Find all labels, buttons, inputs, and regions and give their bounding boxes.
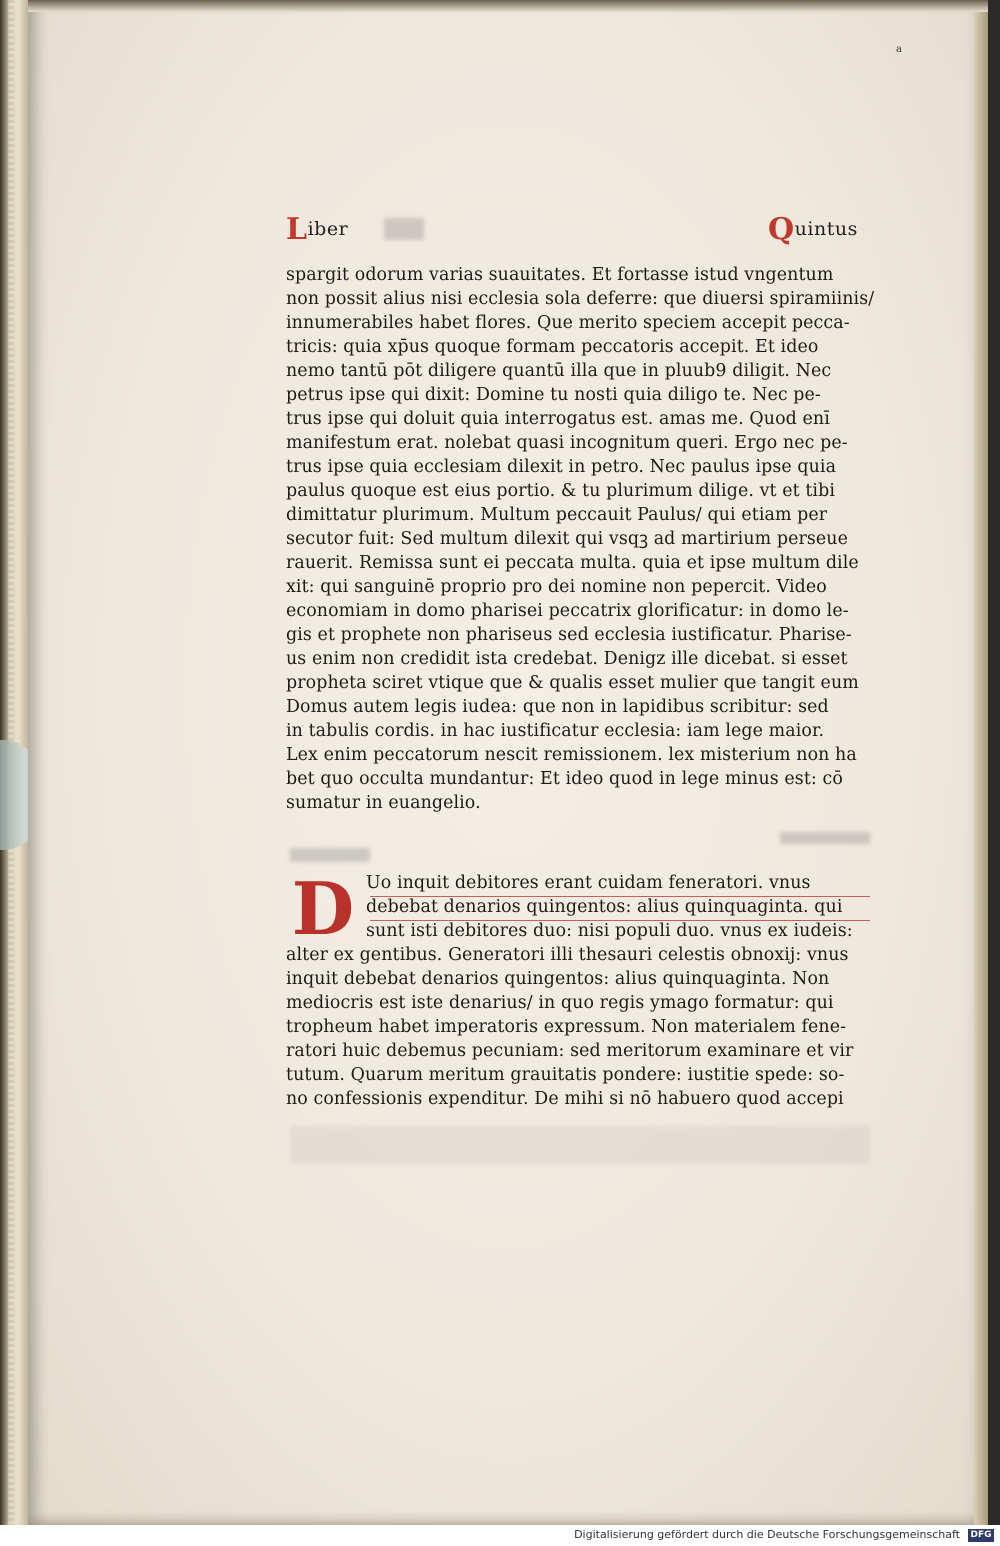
folio-mark: a — [896, 44, 902, 55]
text-line: paulus quoque est eius portio. & tu plurimum dilige. vt et tibi — [286, 481, 835, 501]
text-line: trus ipse qui doluit quia interrogatus est. amas me. Quod enī — [286, 409, 830, 429]
text-line: rauerit. Remissa sunt ei peccata multa. quia et ipse multum dile — [286, 553, 859, 573]
text-line: debebat denarios quingentos: alius quinquaginta. qui — [366, 897, 843, 917]
text-line: petrus ipse qui dixit: Domine tu nosti quia diligo te. Nec pe- — [286, 385, 821, 405]
rubricated-letter: Q — [768, 212, 795, 247]
text-line: Lex enim peccatorum nescit remissionem. lex misterium non ha — [286, 745, 857, 765]
dfg-logo: DFG — [968, 1529, 994, 1542]
show-through — [290, 1126, 870, 1164]
text-line: dimittatur plurimum. Multum peccauit Paulus/ qui etiam per — [286, 505, 828, 525]
page-top-edge — [28, 0, 988, 12]
footer-bar — [0, 1525, 1000, 1546]
text-line: sumatur in euangelio. — [286, 793, 481, 813]
text-line: bet quo occulta mundantur: Et ideo quod in lege minus est: cō — [286, 769, 843, 789]
rubricated-letter: L — [286, 212, 308, 247]
text-line: ratori huic debemus pecuniam: sed meritorum examinare et vir — [286, 1041, 854, 1061]
ink-smudge — [290, 848, 370, 862]
text-line: non possit alius nisi ecclesia sola deferre: que diuersi spiramiinis/ — [286, 289, 875, 309]
text-paragraph-1 — [286, 263, 876, 815]
page-right-edge — [974, 0, 988, 1525]
text-line: us enim non credidit ista credebat. Denigz ille dicebat. si esset — [286, 649, 848, 669]
text-line: alter ex gentibus. Generatori illi thesauri celestis obnoxij: vnus — [286, 945, 849, 965]
running-head-left-text: Liber — [286, 212, 349, 247]
text-line: innumerabiles habet flores. Que merito speciem accepit pecca- — [286, 313, 850, 333]
text-line: Uo inquit debitores erant cuidam feneratori. vnus — [366, 873, 811, 893]
text-line: propheta sciret vtique que & qualis esset mulier que tangit eum — [286, 673, 859, 693]
text-line: inquit debebat denarios quingentos: alius quinquaginta. Non — [286, 969, 830, 989]
text-line: sunt isti debitores duo: nisi populi duo. vnus ex iudeis: — [366, 921, 853, 941]
text-paragraph-2 — [286, 866, 876, 1111]
text-line: tutum. Quarum meritum grauitatis pondere: iustitie spede: so- — [286, 1065, 845, 1085]
running-head-right-text: Quintus — [768, 212, 858, 247]
text-line: mediocris est iste denarius/ in quo regis ymago formatur: qui — [286, 993, 834, 1013]
ink-smudge — [780, 832, 870, 844]
text-line: Domus autem legis iudea: que non in lapidibus scribitur: sed — [286, 697, 829, 717]
running-head-right — [768, 212, 858, 247]
text-line: gis et prophete non phariseus sed ecclesia iustificatur. Pharise- — [286, 625, 852, 645]
text-line: secutor fuit: Sed multum dilexit qui vsqꝫ ad martirium perseue — [286, 529, 848, 549]
decorated-initial: D — [291, 866, 355, 951]
text-line: in tabulis cordis. in hac iustificatur ecclesia: iam lege maior. — [286, 721, 825, 741]
text-line: trus ipse quia ecclesiam dilexit in petro. Nec paulus ipse quia — [286, 457, 837, 477]
text-line: no confessionis expenditur. De mihi si nō habuero quod accepi — [286, 1089, 844, 1109]
running-head-left — [286, 212, 348, 247]
text-line: economiam in domo pharisei peccatrix glorificatur: in domo le- — [286, 601, 849, 621]
text-line: nemo tantū pōt diligere quantū illa que in pluub9 diligit. Nec — [286, 361, 832, 381]
text-line: spargit odorum varias suauitates. Et fortasse istud vngentum — [286, 265, 834, 285]
text-line: tropheum habet imperatoris expressum. Non materialem fene- — [286, 1017, 847, 1037]
text-line: manifestum erat. nolebat quasi incognitum queri. Ergo nec pe- — [286, 433, 848, 453]
text-line: tricis: quia xp̄us quoque formam peccatoris accepit. Et ideo — [286, 337, 819, 357]
funding-notice: Digitalisierung gefördert durch die Deutsche Forschungsgemeinschaft — [574, 1528, 960, 1541]
ink-smudge — [384, 218, 424, 240]
text-line: xit: qui sanguinē proprio pro dei nomine non pepercit. Video — [286, 577, 827, 597]
